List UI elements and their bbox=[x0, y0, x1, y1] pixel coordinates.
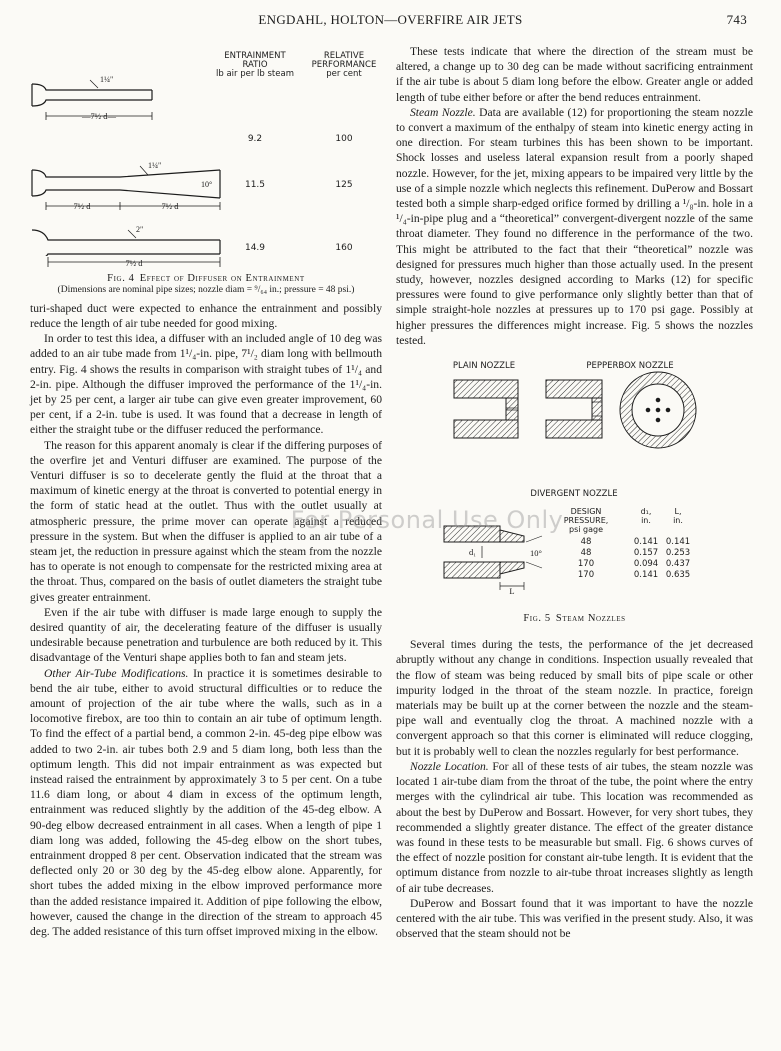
table-header-l-1: L, bbox=[674, 507, 682, 517]
pepperbox-nozzle-side-drawing bbox=[546, 380, 602, 438]
left-paragraph-2: In order to test this idea, a diffuser with an included angle of 10 deg was added to an air tube made from 1¹/₄-in. pipe, 7¹/₂ diam long with bellmouth entry. Fig. 4 shows the results in comparison with straight tubes of 1¹/₄ and 2-in. pipe. Although the diffuser improved the performance of the 1¹/₄-in. jet by 25 per cent, a larger air tube can give even greater improvement, 60 per cent, if a 2-in. tube is used. It was found that a decrease in length of either the straight tube or the diffuser reduced the performance. bbox=[30, 332, 382, 437]
figure-4-drawing bbox=[30, 44, 382, 256]
right-paragraph-2-text: Data are available (12) for proportioning the steam nozzle to convert a maximum of the enthalpy of steam into kinetic energy acting in one direction. For steam turbines this has been shown to be important. Shock losses and useless lateral expansion result from a poorly shaped nozzle. However, for the jet, mixing appears to be impaired very little by the use of a simple nozzle which neglects this refinement. DuPerow and Bossart tested both a simple sharp-edged orifice formed by drilling a ¹/₈-in. hole in a ¹/₄-in-pipe plug and a “theoretical” convergent-divergent nozzle of the same throat diameter. They found no difference in the performance of the two. This might be attributed to the fact that their “theoretical” nozzle was designed for pressures much higher than those actually used. In the present study, however, nozzles designed according to Marks (12) for specific pressures were found to give performance only slightly better than that of simple straight-hole nozzles at pressures up to 170 psi gage. Possibly at higher pressures the differences might increase. Fig. 5 shows the nozzles tested. bbox=[396, 105, 754, 347]
fig4-caption-title: Effect of Diffuser on Entrainment bbox=[139, 273, 305, 285]
table-row-2-l: 0.253 bbox=[665, 548, 691, 559]
right-paragraph-2 bbox=[396, 105, 753, 348]
right-paragraph-1: These tests indicate that where the direction of the stream must be altered, a change up to 30 deg can be made without sacrificing entrainment if the air tube is about 5 diam long before the elbow. Greater angle or added length of tube either before or after the bend reduces entrainment. bbox=[396, 45, 753, 104]
left-paragraph-5-text: In practice it is sometimes desirable to bend the air tube, either to avoid structural difficulties or to reduce the amount of projection of the air tube where the walls, such as in a locomotive firebox, are too thin to contain an air tube of optimum length. To find the effect of a partial bend, a common 2-in. 45-deg pipe elbow was added to two 2-in. air tubes both 2.9 and 5 diam long, both less than the optimum length. This did not impair entrainment as was expected but instead raised the entrainment by approximately 3 to 5 per cent. On a tube 11.6 diam long, or about 4 diam in excess of the optimum length, entrainment was reduced slightly by the addition of the 45-deg elbow. A 90-deg elbow decreased entrainment in all cases. When a length of pipe 1 diam long was added, following the 45-deg elbow on the short tubes, entrainment dropped 8 per cent. Observation indicated that the stream was deflected only 20 or 30 deg by the 45-deg elbow alone. Apparently, for short tubes the added mixing in the elbow improved performance more than the added resistance impaired it. Addition of pipe following the elbow, however, caused the change in the direction of the stream to approach 45 deg. The added resistance of this turn offset improved mixing in the elbow. bbox=[30, 666, 382, 939]
fig4-tube-3-dim-drawing bbox=[30, 256, 382, 270]
fig4-performance-1: 100 bbox=[335, 134, 353, 144]
fig4-performance-3: 160 bbox=[335, 243, 353, 253]
right-paragraph-4 bbox=[396, 759, 753, 896]
fig4-caption bbox=[30, 272, 382, 297]
fig4-caption-label: Fig. 4 bbox=[107, 273, 135, 285]
divergent-l-label: L bbox=[509, 586, 515, 597]
left-paragraph-5 bbox=[30, 666, 382, 940]
fig4-tube-1-dim: —7½ d— bbox=[82, 111, 116, 121]
page-number: 743 bbox=[726, 12, 747, 27]
table-header-d1-2: in. bbox=[641, 516, 651, 526]
divergent-nozzle-label: DIVERGENT NOZZLE bbox=[530, 489, 618, 500]
right-paragraph-3: Several times during the tests, the performance of the jet decreased abruptly without any change in conditions. Inspection usually revealed that the flow of steam was being reduced by small bits of pipe scale or other impurity lodged in the throat of the steam nozzle. In practice, foreign materials may be built up at the corner between the nozzle and the steam-pipe wall and eventually clog the throat. A machined nozzle with a convergent approach so that this corner is eliminated will reduce clogging, but it is probably well to clean the nozzles regularly for best performance. bbox=[396, 638, 753, 758]
fig4-col1-title: ENTRAINMENT bbox=[224, 51, 286, 61]
table-header-pressure-3: psi gage bbox=[569, 525, 603, 535]
table-header-pressure-1: DESIGN bbox=[570, 507, 602, 517]
section-heading-steam-nozzle: Steam Nozzle. bbox=[410, 105, 476, 119]
plain-nozzle-label: PLAIN NOZZLE bbox=[452, 361, 516, 372]
section-heading-nozzle-location: Nozzle Location. bbox=[410, 759, 489, 773]
table-row-3-l: 0.437 bbox=[665, 559, 691, 570]
fig4-col1-sub1: RATIO bbox=[242, 60, 268, 70]
figure-5-drawing bbox=[396, 356, 753, 618]
left-paragraph-4: Even if the air tube with diffuser is made large enough to supply the desired quantity of air, the decelerating feature of the diffuser is usually undesirable because penetration and turbulence are both reduced by it. This disadvantage of the Venturi shape applies both to fan and steam jets. bbox=[30, 605, 382, 665]
fig4-tube-3-dimension bbox=[30, 256, 382, 270]
divergent-d1-label: d₁ bbox=[469, 547, 477, 558]
divergent-nozzle-drawing bbox=[444, 526, 542, 590]
section-heading-air-tube: Other Air-Tube Modifications. bbox=[44, 666, 189, 680]
fig4-col2-sub1: PERFORMANCE bbox=[311, 60, 377, 70]
table-header-pressure-2: PRESSURE, bbox=[563, 516, 609, 526]
table-row-2-d1: 0.157 bbox=[633, 548, 659, 559]
fig4-tube-2-dim-2: 7½ d bbox=[161, 201, 179, 211]
table-row-2-pressure: 48 bbox=[580, 548, 592, 559]
figure-5 bbox=[396, 356, 753, 625]
table-row-3-pressure: 170 bbox=[577, 559, 595, 570]
table-row-1-pressure: 48 bbox=[580, 537, 592, 548]
plain-nozzle-drawing bbox=[454, 380, 518, 438]
fig5-caption-label: Fig. 5 bbox=[523, 613, 551, 625]
fig5-caption-title: Steam Nozzles bbox=[555, 613, 626, 625]
fig4-ratio-3: 14.9 bbox=[244, 243, 266, 253]
fig4-ratio-1: 9.2 bbox=[247, 134, 263, 144]
fig4-col1-sub2: lb air per lb steam bbox=[216, 69, 294, 79]
fig4-tube-2-dim-1: 7½ d bbox=[73, 201, 91, 211]
fig4-caption-note: (Dimensions are nominal pipe sizes; nozzle diam = ⁹/₆₄ in.; pressure = 48 psi.) bbox=[57, 285, 355, 296]
fig4-tube-2 bbox=[32, 166, 220, 210]
fig4-tube-2-pipe: 1¼" bbox=[148, 161, 162, 170]
divergent-angle-label: 10° bbox=[530, 548, 542, 559]
fig4-tube-3-pipe: 2" bbox=[136, 225, 144, 234]
fig4-tube-2-angle: 10° bbox=[201, 180, 213, 189]
running-title: ENGDAHL, HOLTON—OVERFIRE AIR JETS bbox=[258, 12, 523, 27]
right-column bbox=[396, 44, 753, 941]
table-row-4-d1: 0.141 bbox=[633, 570, 659, 581]
fig4-performance-2: 125 bbox=[335, 180, 353, 190]
figure-4 bbox=[30, 44, 382, 297]
table-header-d1-1: d₁, bbox=[640, 507, 652, 517]
left-paragraph-1: turi-shaped duct were expected to enhance the entrainment and possibly reduce the length of air tube needed for good mixing. bbox=[30, 301, 382, 330]
fig4-tube-3-dim: 7½ d bbox=[125, 258, 143, 269]
table-row-3-d1: 0.094 bbox=[633, 559, 659, 570]
design-table bbox=[564, 507, 690, 580]
fig4-col2-sub2: per cent bbox=[326, 69, 362, 79]
right-paragraph-5: DuPerow and Bossart found that it was important to have the nozzle centered with the air tube. This was verified in the present study. Also, it was observed that the steam should not be bbox=[396, 896, 753, 941]
fig4-tube-1-pipe: 1¼" bbox=[100, 75, 114, 84]
left-paragraph-3: The reason for this apparent anomaly is clear if the differing purposes of the overfire jet and Venturi diffuser are examined. The purpose of the Venturi diffuser is so to decelerate gently the fluid at the throat that a maximum of kinetic energy at the throat is converted to potential energy in the form of static head at the outlet. Thus with the outlet usually at atmospheric pressure, the prime mover can operate against a reduced pressure in the system. But when the diffuser is applied to an air tube of a steam jet, the reduction in pressure against which the steam from the nozzle has to operate is not enough to compensate for the restricted mixing area at the throat. Thus, compared on the basis of outlet diameters the straight tube gives greater entrainment. bbox=[30, 438, 382, 604]
fig4-col2-title: RELATIVE bbox=[323, 51, 365, 61]
table-row-4-l: 0.635 bbox=[665, 570, 691, 581]
table-row-1-d1: 0.141 bbox=[633, 537, 659, 548]
fig4-ratio-2: 11.5 bbox=[244, 180, 266, 190]
pepperbox-nozzle-label: PEPPERBOX NOZZLE bbox=[586, 361, 674, 372]
pepperbox-nozzle-end-drawing bbox=[620, 372, 696, 448]
fig4-tube-3 bbox=[32, 230, 220, 256]
right-paragraph-4-text: For all of these tests of air tubes, the steam nozzle was located 1 air-tube diam from the throat of the tube, the point where the entry merges with the cylindrical air tube. This location was recommended as about the best by DuPerow and Bossart. However, for very short tubes, they recommended a slightly greater distance. The effect of the greater distance was found in these tests to be measurable but small. Fig. 6 shows curves of the effect of nozzle position for constant air-tube length. It is evident that the optimum distance from nozzle to air-tube throat increases slightly as length of air tube decreases. bbox=[396, 759, 753, 895]
table-header-l-2: in. bbox=[673, 516, 683, 526]
left-column bbox=[30, 44, 382, 939]
table-row-4-pressure: 170 bbox=[577, 570, 595, 581]
table-row-1-l: 0.141 bbox=[665, 537, 691, 548]
running-head bbox=[0, 12, 781, 30]
watermark: For Personal Use Only bbox=[290, 506, 564, 534]
